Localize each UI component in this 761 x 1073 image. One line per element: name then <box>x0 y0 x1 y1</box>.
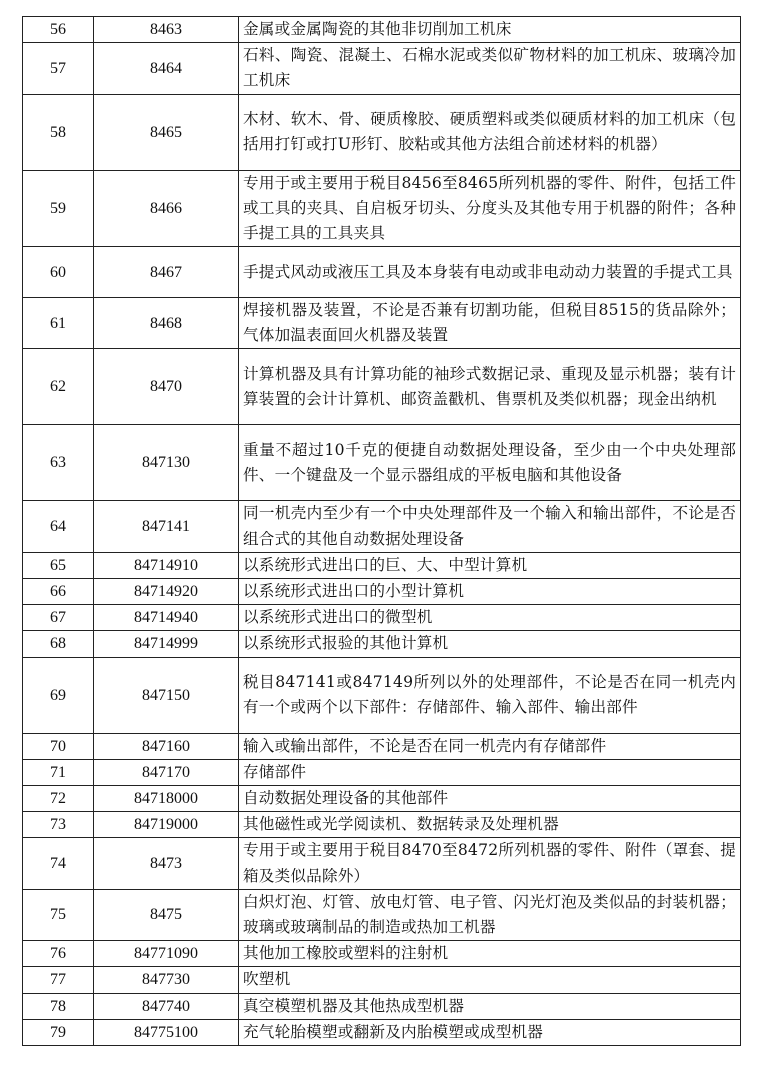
row-index: 66 <box>23 579 94 605</box>
row-index: 57 <box>23 43 94 94</box>
row-index: 64 <box>23 501 94 552</box>
row-index: 63 <box>23 425 94 501</box>
tariff-code: 8466 <box>94 170 239 247</box>
tariff-code: 84775100 <box>94 1019 239 1045</box>
tariff-code: 8473 <box>94 838 239 889</box>
table-row <box>23 889 741 940</box>
table-row <box>23 349 741 425</box>
tariff-code: 847160 <box>94 733 239 759</box>
row-index: 60 <box>23 247 94 298</box>
row-index: 58 <box>23 94 94 170</box>
tariff-code: 8467 <box>94 247 239 298</box>
table-row <box>23 631 741 657</box>
row-index: 77 <box>23 967 94 993</box>
item-description: 真空模塑机器及其他热成型机器 <box>239 993 741 1019</box>
item-description: 以系统形式报验的其他计算机 <box>239 631 741 657</box>
item-description: 存储部件 <box>239 759 741 785</box>
item-description: 以系统形式进出口的小型计算机 <box>239 579 741 605</box>
item-description: 木材、软木、骨、硬质橡胶、硬质塑料或类似硬质材料的加工机床（包括用打钉或打U形钉、胶粘或其他方法组合前述材料的机器） <box>239 94 741 170</box>
row-index: 72 <box>23 786 94 812</box>
table-row <box>23 298 741 349</box>
item-description: 其他磁性或光学阅读机、数据转录及处理机器 <box>239 812 741 838</box>
row-index: 79 <box>23 1019 94 1045</box>
row-index: 74 <box>23 838 94 889</box>
tariff-code: 84718000 <box>94 786 239 812</box>
table-row <box>23 733 741 759</box>
row-index: 76 <box>23 941 94 967</box>
item-description: 其他加工橡胶或塑料的注射机 <box>239 941 741 967</box>
row-index: 67 <box>23 605 94 631</box>
item-description: 白炽灯泡、灯管、放电灯管、电子管、闪光灯泡及类似品的封装机器；玻璃或玻璃制品的制造或热加工机器 <box>239 889 741 940</box>
tariff-code: 8464 <box>94 43 239 94</box>
row-index: 73 <box>23 812 94 838</box>
tariff-code: 84771090 <box>94 941 239 967</box>
table-row <box>23 786 741 812</box>
tariff-code: 847130 <box>94 425 239 501</box>
tariff-code: 84719000 <box>94 812 239 838</box>
tariff-code: 847730 <box>94 967 239 993</box>
tariff-code: 8468 <box>94 298 239 349</box>
tariff-code: 847170 <box>94 759 239 785</box>
item-description: 专用于或主要用于税目8470至8472所列机器的零件、附件（罩套、提箱及类似品除外） <box>239 838 741 889</box>
table-row <box>23 94 741 170</box>
table-row <box>23 17 741 43</box>
tariff-code: 8475 <box>94 889 239 940</box>
item-description: 石料、陶瓷、混凝土、石棉水泥或类似矿物材料的加工机床、玻璃冷加工机床 <box>239 43 741 94</box>
table-body <box>23 17 741 1046</box>
tariff-code: 84714999 <box>94 631 239 657</box>
item-description: 计算机器及具有计算功能的袖珍式数据记录、重现及显示机器；装有计算装置的会计计算机、邮资盖戳机、售票机及类似机器；现金出纳机 <box>239 349 741 425</box>
row-index: 68 <box>23 631 94 657</box>
table-row <box>23 657 741 733</box>
row-index: 62 <box>23 349 94 425</box>
table-row <box>23 247 741 298</box>
item-description: 充气轮胎模塑或翻新及内胎模塑或成型机器 <box>239 1019 741 1045</box>
tariff-code: 8470 <box>94 349 239 425</box>
table-row <box>23 967 741 993</box>
tariff-code: 84714920 <box>94 579 239 605</box>
table-row <box>23 941 741 967</box>
table-row <box>23 425 741 501</box>
item-description: 以系统形式进出口的微型机 <box>239 605 741 631</box>
table-row <box>23 812 741 838</box>
row-index: 59 <box>23 170 94 247</box>
row-index: 65 <box>23 552 94 578</box>
table-row <box>23 993 741 1019</box>
item-description: 同一机壳内至少有一个中央处理部件及一个输入和输出部件，不论是否组合式的其他自动数据处理设备 <box>239 501 741 552</box>
tariff-code: 847740 <box>94 993 239 1019</box>
table-row <box>23 43 741 94</box>
tariff-code: 84714910 <box>94 552 239 578</box>
tariff-code: 84714940 <box>94 605 239 631</box>
row-index: 75 <box>23 889 94 940</box>
tariff-item-table <box>22 16 741 1046</box>
item-description: 专用于或主要用于税目8456至8465所列机器的零件、附件，包括工件或工具的夹具、自启板牙切头、分度头及其他专用于机器的附件；各种手提工具的工具夹具 <box>239 170 741 247</box>
table-row <box>23 501 741 552</box>
row-index: 69 <box>23 657 94 733</box>
row-index: 71 <box>23 759 94 785</box>
item-description: 税目847141或847149所列以外的处理部件，不论是否在同一机壳内有一个或两个以下部件：存储部件、输入部件、输出部件 <box>239 657 741 733</box>
tariff-code: 847141 <box>94 501 239 552</box>
item-description: 吹塑机 <box>239 967 741 993</box>
item-description: 焊接机器及装置，不论是否兼有切割功能，但税目8515的货品除外；气体加温表面回火机器及装置 <box>239 298 741 349</box>
row-index: 56 <box>23 17 94 43</box>
tariff-code: 847150 <box>94 657 239 733</box>
item-description: 以系统形式进出口的巨、大、中型计算机 <box>239 552 741 578</box>
table-row <box>23 579 741 605</box>
item-description: 手提式风动或液压工具及本身装有电动或非电动动力装置的手提式工具 <box>239 247 741 298</box>
item-description: 输入或输出部件，不论是否在同一机壳内有存储部件 <box>239 733 741 759</box>
item-description: 重量不超过10千克的便捷自动数据处理设备，至少由一个中央处理部件、一个键盘及一个显示器组成的平板电脑和其他设备 <box>239 425 741 501</box>
item-description: 自动数据处理设备的其他部件 <box>239 786 741 812</box>
table-row <box>23 605 741 631</box>
table-row <box>23 759 741 785</box>
tariff-code: 8463 <box>94 17 239 43</box>
item-description: 金属或金属陶瓷的其他非切削加工机床 <box>239 17 741 43</box>
row-index: 70 <box>23 733 94 759</box>
row-index: 61 <box>23 298 94 349</box>
table-row <box>23 1019 741 1045</box>
row-index: 78 <box>23 993 94 1019</box>
table-row <box>23 552 741 578</box>
tariff-code: 8465 <box>94 94 239 170</box>
table-row <box>23 170 741 247</box>
table-row <box>23 838 741 889</box>
